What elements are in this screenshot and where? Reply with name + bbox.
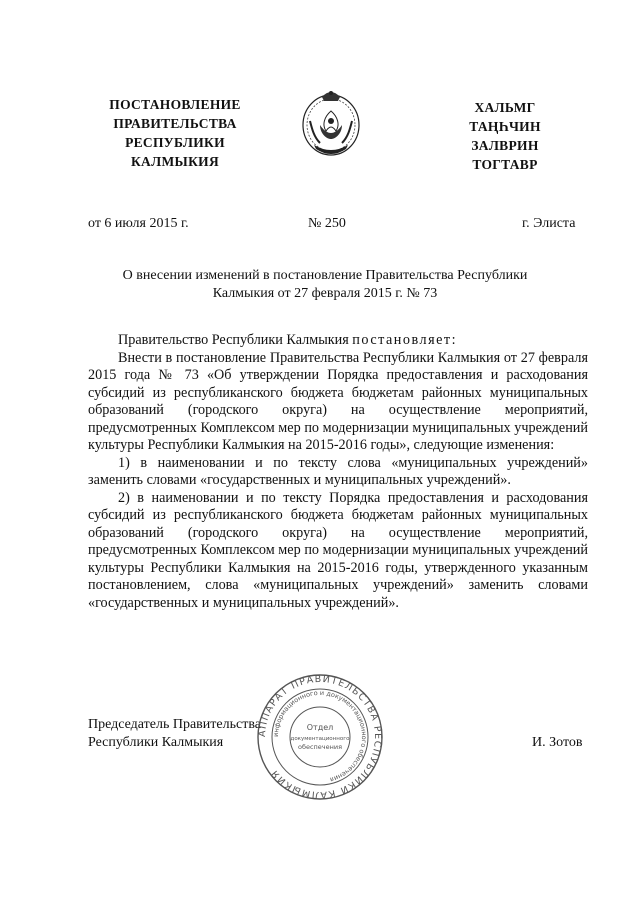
document-date: от 6 июля 2015 г. <box>88 216 189 231</box>
header-left-line: ПОСТАНОВЛЕНИЕ <box>109 97 241 112</box>
paragraph-intro: Внести в постановление Правительства Республики Калмыкия от 27 февраля 2015 года № 73 «Об утверждении Порядка предоставления и расходования субсидий из республиканского бюджета бюджетам районных муниципальных образований (городского округа) на осуществление мероприятий, предусмотренных Комплексом мер по модернизации муниципальных учреждений культуры Республики Калмыкия на 2015-2016 годы», следующие изменения: <box>88 349 588 453</box>
decree-line <box>88 332 588 350</box>
subject-line: Калмыкия от 27 февраля 2015 г. № 73 <box>212 286 438 301</box>
document-body <box>88 332 588 612</box>
stamp-center-line: документационного <box>290 736 350 742</box>
header-left-title <box>95 95 255 171</box>
coat-of-arms-icon <box>300 85 362 159</box>
header-right-line: ЗАЛВРИН <box>471 138 539 153</box>
header-right-line: ТОГТАВР <box>472 157 538 172</box>
header-right-title <box>450 98 560 174</box>
stamp-center-line: обеспечения <box>297 743 343 751</box>
paragraph-item-1: 1) в наименовании и по тексту слова «муниципальных учреждений» заменить словами «государственных и муниципальных учреждений». <box>88 454 588 488</box>
header-left-line: КАЛМЫКИЯ <box>130 154 220 169</box>
header-right-line: ХАЛЬМГ <box>474 100 536 115</box>
official-stamp <box>255 672 385 802</box>
header-left-line: РЕСПУБЛИКИ <box>125 135 225 150</box>
document-subject <box>80 267 570 303</box>
signatory-title-line: Председатель Правительства <box>88 717 261 732</box>
signatory-title-line: Республики Калмыкия <box>88 735 224 750</box>
stamp-center-line: Отдел <box>306 723 334 732</box>
document-number: № 250 <box>308 216 346 231</box>
subject-line: О внесении изменений в постановление Правительства Республики <box>122 268 528 283</box>
signatory-title <box>88 716 261 752</box>
decree-word: постановляет: <box>352 332 458 348</box>
stamp-inner-text: информационного и документационного обеспечения <box>271 688 369 784</box>
signatory-name: И. Зотов <box>532 735 583 750</box>
header-left-line: ПРАВИТЕЛЬСТВА <box>113 116 237 131</box>
document-city: г. Элиста <box>522 216 576 231</box>
header-right-line: ТАҢҺЧИН <box>469 119 541 134</box>
decree-prefix: Правительство Республики Калмыкия <box>118 332 349 348</box>
paragraph-item-2: 2) в наименовании и по тексту Порядка предоставления и расходования субсидий из республиканского бюджета бюджетам районных муниципальных образований (городского округа) на осуществление мероприятий, предусмотренных Комплексом мер по модернизации муниципальных учреждений культуры Республики Калмыкия на 2015-2016 годы, утвержденного указанным постановлением, слова «муниципальных учреждений» заменить словами «государственных и муниципальных учреждений». <box>88 489 588 611</box>
stamp-outer-text: АППАРАТ ПРАВИТЕЛЬСТВА РЕСПУБЛИКИ КАЛМЫКИЯ <box>256 673 384 801</box>
